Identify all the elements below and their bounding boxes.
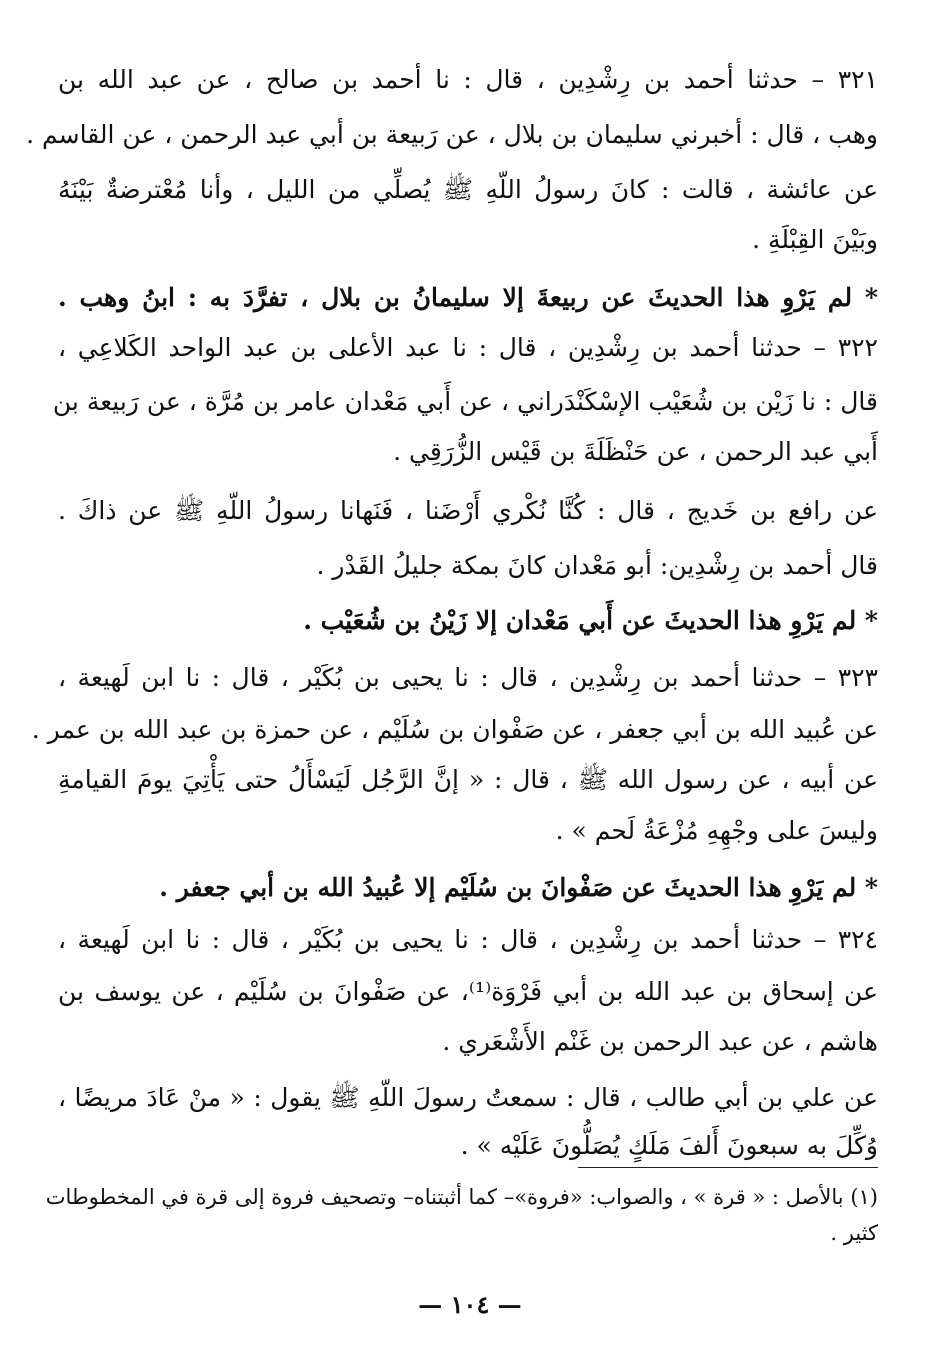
text-line: ٣٢٤ – حدثنا أحمد بن رِشْدِين ، قال : نا يحيى بن بُكَيْر ، قال : نا ابن لَهيعة ،	[58, 925, 878, 954]
narration-note: * لم يَرْوِ هذا الحديثَ عن صَفْوانَ بن سُلَيْم إلا عُبيدُ الله بن أبي جعفر .	[159, 873, 878, 902]
narration-note: * لم يَرْوِ هذا الحديثَ عن ربيعةَ إلا سليمانُ بن بلال ، تفرَّدَ به : ابنُ وهب .	[58, 283, 878, 312]
text-line: عن عُبيد الله بن أبي جعفر ، عن صَفْوان بن سُلَيْم ، عن حمزة بن عبد الله بن عمر .	[31, 715, 878, 744]
text-line: عن إسحاق بن عبد الله بن أبي فَرْوَة⁽¹⁾، عن صَفْوانَ بن سُلَيْم ، عن يوسف بن	[58, 977, 878, 1006]
text-line: عن علي بن أبي طالب ، قال : سمعتُ رسولَ اللّهِ ﷺ يقول : « منْ عَادَ مريضًا ،	[58, 1083, 878, 1112]
text-line: عن رافع بن خَديج ، قال : كُنَّا نُكْري أَرْضَنا ، فَنَهانا رسولُ اللّهِ ﷺ عن ذاكَ .	[58, 496, 878, 525]
text-line: هاشم ، عن عبد الرحمن بن غَنْم الأَشْعَري .	[442, 1027, 878, 1056]
text-line: أَبي عبد الرحمن ، عن حَنْظَلَةَ بن قَيْس الزُّرَقِي .	[393, 437, 878, 466]
footnote-line: كثير .	[830, 1221, 878, 1245]
text-line: ٣٢١ – حدثنا أحمد بن رِشْدِين ، قال : نا أحمد بن صالح ، عن عبد الله بن	[58, 65, 878, 94]
text-line: وهب ، قال : أخبرني سليمان بن بلال ، عن رَبيعة بن أبي عبد الرحمن ، عن القاسم .	[26, 120, 878, 149]
footnote-line: (١) بالأصل : « قرة » ، والصواب: «فروة»– كما أثبتناه– وتصحيف فروة إلى قرة في المخطوطات	[45, 1185, 878, 1209]
narration-note: * لم يَرْوِ هذا الحديثَ عن أَبي مَعْدان إلا زَيْنُ بن شُعَيْب .	[303, 606, 878, 635]
text-line: ٣٢٣ – حدثنا أحمد بن رِشْدِين ، قال : نا يحيى بن بُكَيْر ، قال : نا ابن لَهيعة ،	[58, 663, 878, 692]
text-line: قال : نا زَيْن بن شُعَيْب الإسْكَنْدَراني ، عن أَبي مَعْدان عامر بن مُرَّة ، عن رَبيعة بن	[52, 387, 878, 416]
text-line: وليسَ على وجْهِهِ مُزْعَةُ لَحم » .	[555, 816, 878, 845]
footnote-divider	[578, 1167, 878, 1168]
text-line: وبَيْنَ القِبْلَةِ .	[752, 225, 878, 254]
text-line: عن أبيه ، عن رسول الله ﷺ ، قال : « إنَّ الرَّجُل لَيَسْأَلُ حتى يَأْتِيَ يومَ القيامةِ	[58, 765, 878, 794]
text-line: ٣٢٢ – حدثنا أحمد بن رِشْدِين ، قال : نا عبد الأعلى بن عبد الواحد الكَلاعِي ،	[58, 333, 878, 362]
text-line: قال أحمد بن رِشْدِين: أبو مَعْدان كانَ بمكة جليلُ القَدْر .	[316, 551, 878, 580]
text-line: وُكِّلَ به سبعونَ أَلفَ مَلَكٍ يُصَلُّونَ عَلَيْه » .	[460, 1131, 878, 1160]
page-number: — ١٠٤ —	[418, 1290, 522, 1319]
text-line: عن عائشة ، قالت : كانَ رسولُ اللّهِ ﷺ يُصلِّي من الليل ، وأنا مُعْترضةٌ بَيْنَهُ	[58, 175, 878, 204]
